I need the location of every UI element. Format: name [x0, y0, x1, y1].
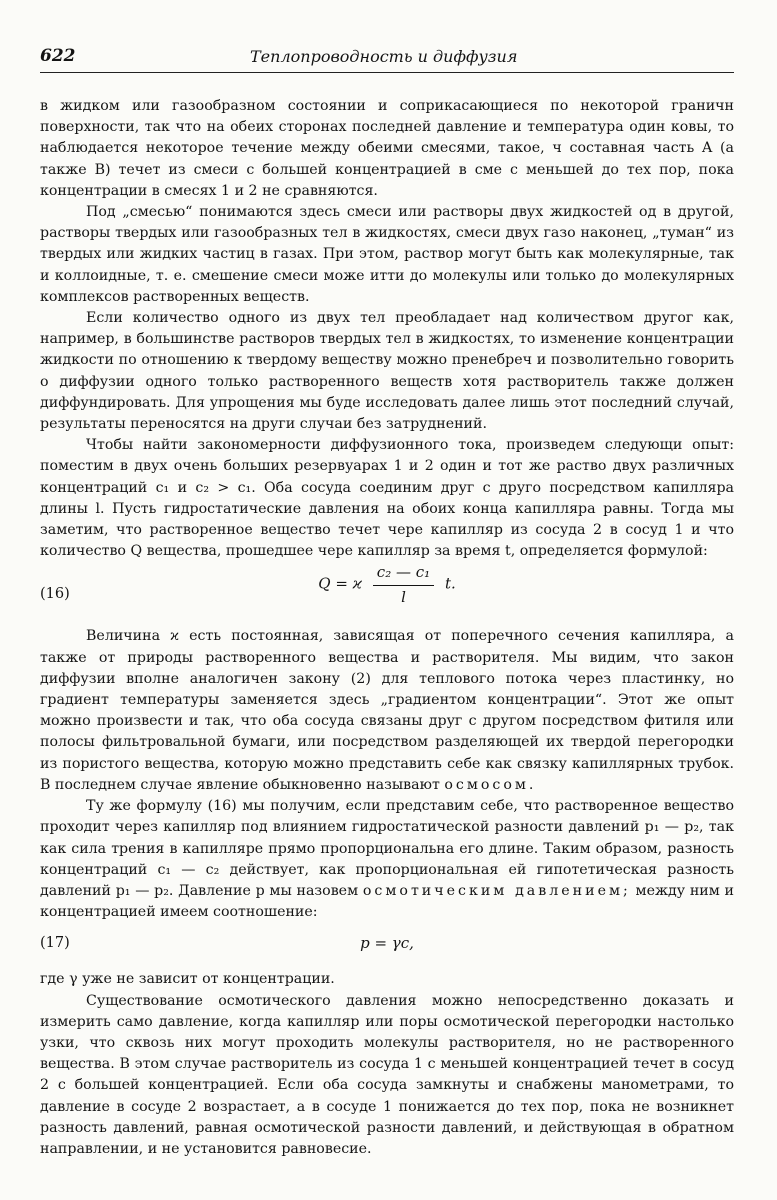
equation-16-denominator: l [401, 587, 406, 606]
paragraph-6-end: между ним и концентрацией имеем соотношение: [40, 882, 735, 921]
paragraph-3: Если количество одного из двух тел преобладает над количеством другог как, например, в большинстве растворов твердых тел в жидкостях, то изменение концентрации жидкости по отношению к твердому веществу можно пренебреч и позволительно говорить о диффузии одного только растворенного веществ хотя растворитель также должен диффундировать. Для упрощения мы буде исследовать далее лишь этот последний случай, результаты переносятся на други случаи без затруднений. [40, 310, 734, 433]
paragraph-4: Чтобы найти закономерности диффузионного тока, произведем следующи опыт: поместим в двух очень больших резервуарах 1 и 2 один и тот же раство двух различных концентраций c₁ и c₂ > c₁. Оба сосуда соединим друг с друго посредством капилляра длины l. Пусть гидростатические давления на обоих конца капилляра равны. Тогда мы заметим, что растворенное вещество течет чере капилляр из сосуда 2 в сосуд 1 и что количество Q вещества, прошедшее чере капилляр за время t, определяется формулой: [40, 437, 734, 560]
equation-16-formula [40, 562, 734, 607]
equation-16-numerator: c₂ — c₁ [373, 562, 434, 585]
paragraph-6-text: Ту же формулу (16) мы получим, если представим себе, что растворенное вещество проходит через капилляр под влиянием гидростатической разности давлений p₁ — p₂, так как сила трения в капилляре прямо пропорциональна его длине. Таким образом, разность концентраций c₁ — c₂ действует, как пропорциональная ей гипотетическая разность давлений p₁ — p₂. Давление p мы назовем [40, 798, 734, 899]
equation-16-lhs: Q = ϰ [318, 575, 363, 594]
paragraph-1: в жидком или газообразном состоянии и соприкасающиеся по некоторой граничн поверхности, так что на обеих сторонах последней давление и температура один ковы, то наблюдается некоторое течение между обеими смесями, такое, ч составная часть A (а также B) течет из смеси с большей концентрацией в сме с меньшей до тех пор, пока концентрации в смесях 1 и 2 не сравняются. [40, 98, 734, 199]
paragraph-5-text: Величина ϰ есть постоянная, зависящая от поперечного сечения капилляра, а также от природы растворенного вещества и растворителя. Мы видим, что закон диффузии вполне аналогичен закону (2) для теплового потока через пластинку, но градиент температуры заменяется здесь „градиентом концентрации“. Этот же опыт можно произвести и так, что оба сосуда связаны друг с другом посредством фитиля или полосы фильтровальной бумаги, или посредством разделяющей их твердой перегородки из пористого вещества, которую можно представить себе как связку капиллярных трубок. В последнем случае явление обыкновенно называют [40, 628, 734, 793]
term-osmos: осмосом. [444, 776, 537, 793]
equation-16 [40, 562, 734, 626]
paragraph-7: где γ уже не зависит от концентрации. [40, 971, 335, 988]
running-title: Теплопроводность и диффузия [250, 47, 518, 66]
equation-16-rhs: t. [444, 575, 456, 594]
paragraph-2: Под „смесью“ понимаются здесь смеси или растворы двух жидкостей од в другой, растворы твердых или газообразных тел в жидкостях, смеси двух газо наконец, „туман“ из твердых или жидких частиц в газах. При этом, раствор могут быть как молекулярные, так и коллоидные, т. е. смешение смеси може итти до молекулы или только до молекулярных комплексов растворенных веществ. [40, 204, 734, 305]
equation-17-number: (17) [40, 935, 70, 952]
paragraph-8: Существование осмотического давления можно непосредственно доказать и измерить само давление, когда капилляр или поры осмотической перегородки настолько узки, что сквозь них могут проходить молекулы растворителя, но не растворенного вещества. В этом случае растворитель из сосуда 1 с меньшей концентрацией течет в сосуд 2 с большей концентрацией. Если оба сосуда замкнуты и снабжены манометрами, то давление в сосуде 2 возрастает, а в сосуде 1 понижается до тех пор, пока не возникнет разность давлений, равная осмотической разности давлений, и действующая в обратном направлении, и не установится равновесие. [40, 992, 734, 1157]
paragraph-6 [40, 796, 734, 923]
equation-16-fraction [373, 562, 434, 607]
paragraph-5 [40, 626, 734, 796]
equation-17-formula: p = γc, [360, 934, 414, 953]
page-number: 622 [40, 46, 76, 66]
page-header [40, 44, 734, 73]
equation-17 [40, 923, 734, 969]
term-osmotic-pressure: осмотическим давлением; [362, 882, 631, 899]
body-text [40, 96, 734, 1160]
equation-16-number: (16) [40, 586, 70, 603]
